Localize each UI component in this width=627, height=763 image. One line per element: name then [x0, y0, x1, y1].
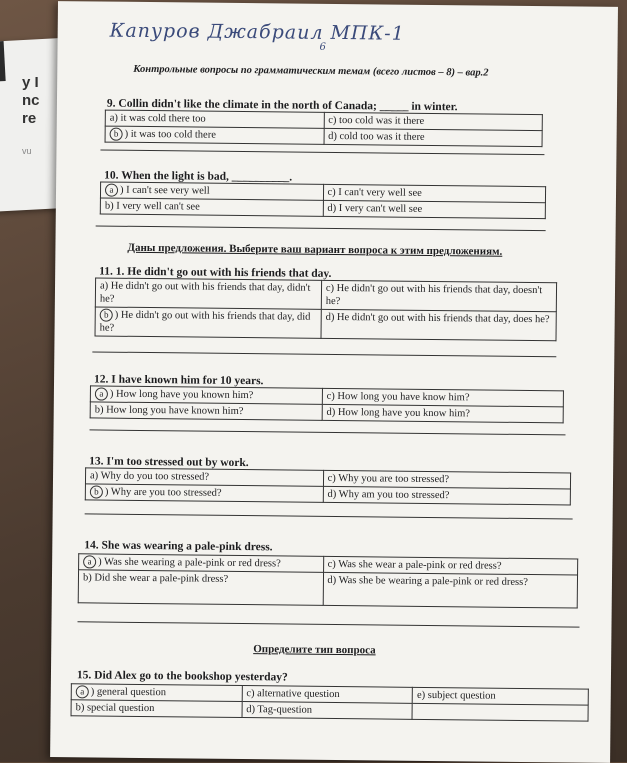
section-heading-type: Определите тип вопроса: [253, 643, 376, 657]
option-c[interactable]: c) I can't very well see: [323, 184, 546, 202]
option-a[interactable]: a ) Was she wearing a pale-pink or red dress?: [79, 554, 324, 573]
answer-line: [78, 621, 580, 627]
answer-line: [96, 225, 546, 231]
answer-circle-mark: a: [105, 184, 118, 197]
question-10-options: [100, 182, 546, 220]
option-a[interactable]: a ) How long have you known him?: [90, 386, 322, 404]
option-d[interactable]: d) I very can't well see: [323, 200, 546, 218]
question-13-text: 13. I'm too stressed out by work.: [89, 455, 249, 470]
question-10-text: 10. When the light is bad, __________.: [104, 169, 293, 184]
underlying-text-fragment: vu: [22, 146, 32, 156]
question-9-options: [105, 110, 543, 148]
option-b[interactable]: b) special question: [71, 700, 242, 718]
option-c[interactable]: c) Why you are too stressed?: [323, 470, 571, 489]
handwritten-number: 6: [319, 41, 327, 53]
option-b[interactable]: b) Did she wear a pale-pink dress?: [78, 570, 323, 606]
option-a[interactable]: a) Why do you too stressed?: [85, 468, 323, 486]
option-a[interactable]: a) He didn't go out with his friends that day, didn't he?: [95, 278, 321, 309]
question-9-text: 9. Collin didn't like the climate in the north of Canada; _____ in winter.: [106, 97, 458, 114]
question-13-options: [85, 467, 571, 505]
answer-circle-mark: b: [90, 485, 103, 498]
answer-circle-mark: a: [76, 685, 89, 698]
option-c[interactable]: c) Was she wear a pale-pink or red dress?: [323, 556, 578, 575]
option-d[interactable]: d) Tag-question: [242, 702, 413, 720]
question-11-text: 11. 1. He didn't go out with his friends that day.: [99, 265, 332, 280]
option-c[interactable]: c) alternative question: [242, 686, 413, 704]
option-c[interactable]: c) How long you have know him?: [322, 388, 563, 407]
option-d[interactable]: d) Why am you too stressed?: [323, 486, 571, 505]
sheet-subtitle: Контрольные вопросы по грамматическим темам (всего листов – 8) – вар.2: [133, 63, 489, 79]
option-d[interactable]: d) How long have you know him?: [322, 404, 563, 423]
option-c[interactable]: c) He didn't go out with his friends that day, doesn't he?: [321, 280, 556, 311]
question-15-options: [71, 683, 589, 721]
option-b[interactable]: b) How long you have known him?: [90, 402, 322, 420]
option-b[interactable]: b ) Why are you too stressed?: [85, 484, 323, 502]
option-a[interactable]: a ) I can't see very well: [100, 182, 323, 200]
answer-circle-mark: b: [110, 128, 123, 141]
test-sheet: [50, 1, 618, 763]
answer-circle-mark: b: [100, 309, 113, 322]
answer-circle-mark: a: [95, 387, 108, 400]
handwritten-name: Капуров Джабраил МПК-1: [109, 19, 405, 45]
answer-circle-mark: a: [83, 555, 96, 568]
option-d[interactable]: d) Was she be wearing a pale-pink or red dress?: [323, 572, 578, 608]
option-a[interactable]: a) it was cold there too: [105, 110, 324, 128]
question-14-options: [78, 553, 578, 608]
option-d[interactable]: d) cold too was it there: [324, 128, 543, 146]
answer-line: [100, 150, 544, 156]
underlying-page-corner: [0, 41, 6, 82]
option-b[interactable]: b ) He didn't go out with his friends that day, did he?: [95, 307, 321, 338]
answer-line: [90, 429, 566, 435]
option-empty: [412, 703, 588, 721]
option-a[interactable]: a ) general question: [71, 684, 242, 702]
option-b[interactable]: b ) it was too cold there: [105, 126, 324, 144]
option-b[interactable]: b) I very well can't see: [100, 198, 323, 216]
underlying-text-fragment: nc: [22, 92, 40, 109]
option-e[interactable]: e) subject question: [412, 687, 588, 705]
option-c[interactable]: c) too cold was it there: [324, 112, 543, 130]
question-12-text: 12. I have known him for 10 years.: [93, 373, 264, 388]
answer-line: [92, 351, 556, 357]
underlying-text-fragment: y I: [22, 74, 39, 91]
answer-line: [85, 513, 573, 519]
question-11-options: [95, 277, 558, 341]
question-14-text: 14. She was wearing a pale-pink dress.: [84, 539, 273, 554]
underlying-text-fragment: re: [22, 110, 37, 127]
section-heading-choose: Даны предложения. Выберите ваш вариант вопроса к этим предложениям.: [127, 241, 503, 258]
option-d[interactable]: d) He didn't go out with his friends that day, does he?: [321, 309, 556, 340]
question-12-options: [90, 385, 564, 423]
question-15-text: 15. Did Alex go to the bookshop yesterday?: [76, 669, 288, 684]
